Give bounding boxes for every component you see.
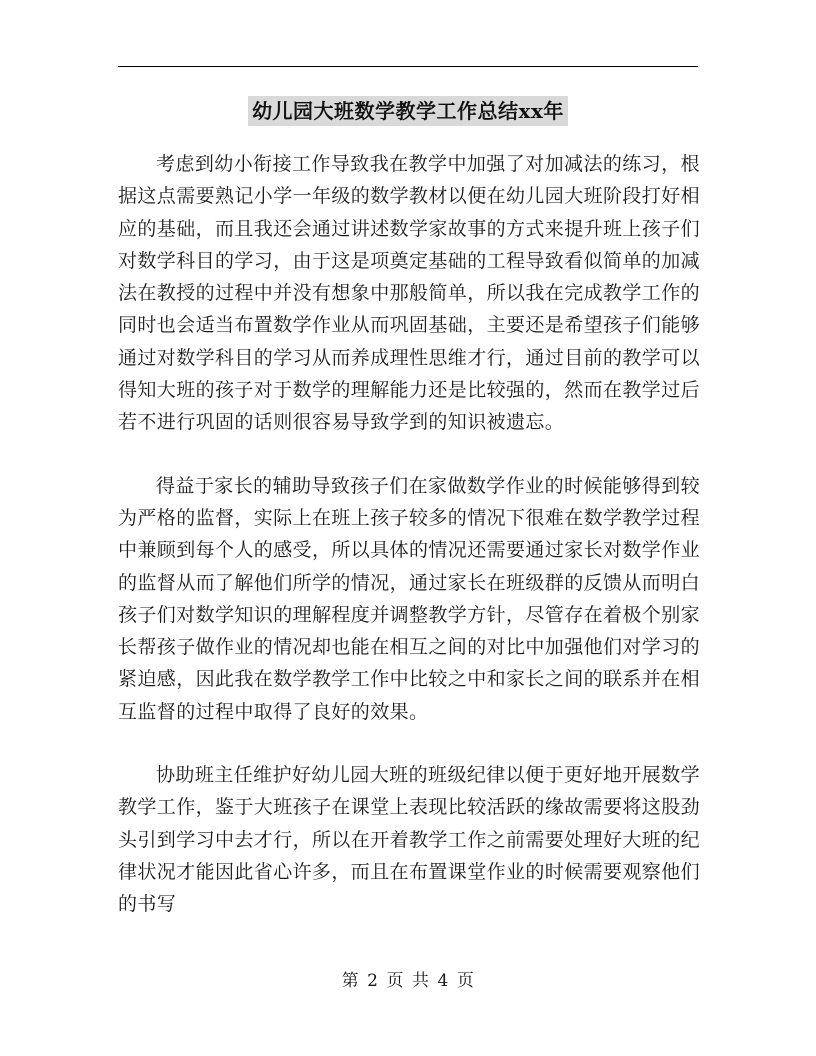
header-rule	[118, 66, 698, 67]
footer-current-page: 2	[367, 971, 379, 991]
footer-suffix: 页	[456, 971, 475, 991]
paragraph-2: 得益于家长的辅助导致孩子们在家做数学作业的时候能够得到较为严格的监督，实际上在班上孩子较多的情况下很难在数学教学过程中兼顾到每个人的感受，所以具体的情况还需要通过家长对数学作业的监督从而了解他们所学的情况，通过家长在班级群的反馈从而明白孩子们对数学知识的理解程度并调整教学方针，尽管存在着极个别家长帮孩子做作业的情况却也能在相互之间的对比中加强他们对学习的紧迫感，因此我在数学教学工作中比较之中和家长之间的联系并在相互监督的过程中取得了良好的效果。	[118, 474, 701, 723]
footer-page-word: 页	[386, 971, 404, 991]
footer-total-word: 共	[412, 971, 430, 991]
footer-prefix: 第	[341, 971, 360, 991]
page-footer	[0, 970, 816, 992]
footer-total-pages: 4	[437, 971, 449, 991]
paragraph-3: 协助班主任维护好幼儿园大班的班级纪律以便于更好地开展数学教学工作，鉴于大班孩子在课堂上表现比较活跃的缘故需要将这股劲头引到学习中去才行，所以在开着教学工作之前需要处理好大班的纪律状况才能因此省心许多，而且在布置课堂作业的时候需要观察他们的书写	[118, 764, 701, 916]
title-container	[0, 96, 816, 126]
paragraph-1: 考虑到幼小衔接工作导致我在教学中加强了对加减法的练习，根据这点需要熟记小学一年级的数学教材以便在幼儿园大班阶段打好相应的基础，而且我还会通过讲述数学家故事的方式来提升班上孩子们对数学科目的学习，由于这是项奠定基础的工程导致看似简单的加减法在教授的过程中并没有想象中那般简单，所以我在完成教学工作的同时也会适当布置数学作业从而巩固基础，主要还是希望孩子们能够通过对数学科目的学习从而养成理性思维才行，通过目前的教学可以得知大班的孩子对于数学的理解能力还是比较强的，然而在教学过后若不进行巩固的话则很容易导致学到的知识被遗忘。	[118, 153, 701, 434]
document-title: 幼儿园大班数学教学工作总结xx年	[248, 96, 568, 126]
document-body	[118, 148, 700, 952]
